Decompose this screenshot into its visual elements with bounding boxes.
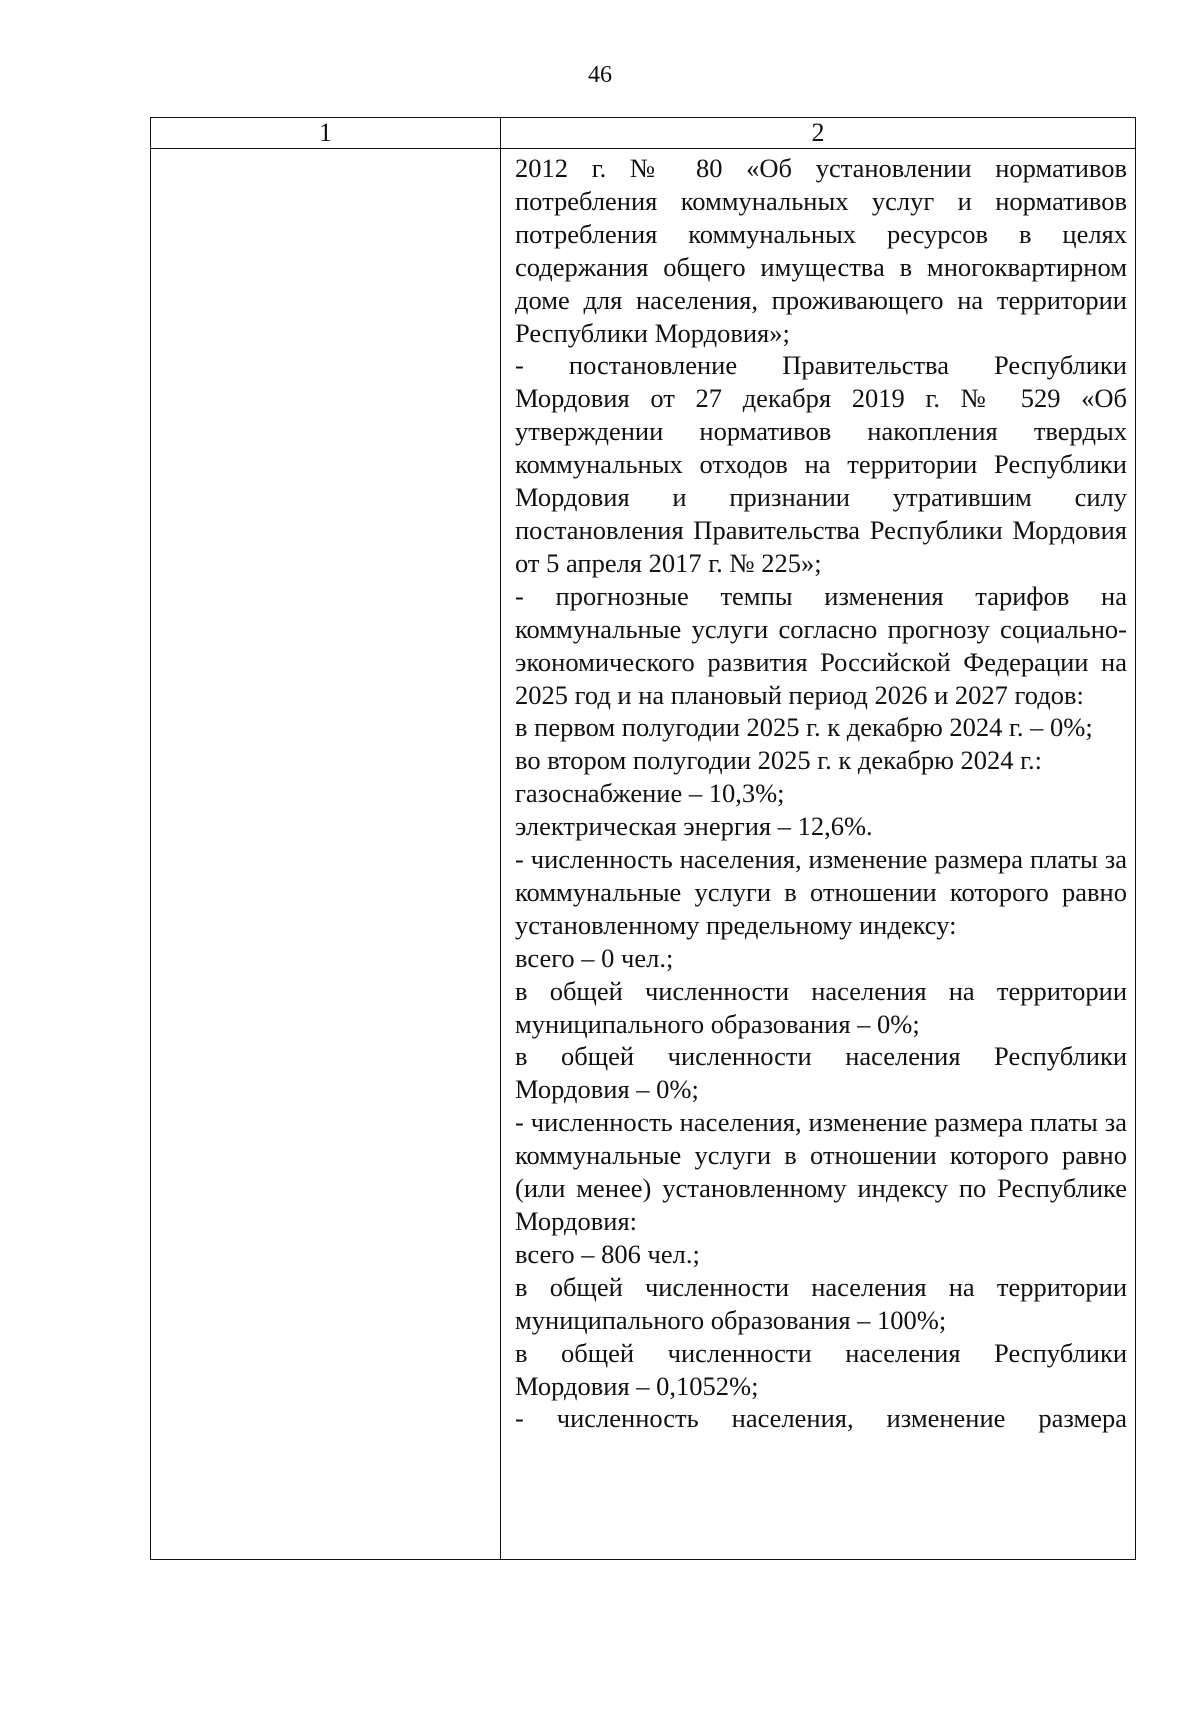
table-header-row <box>151 118 1136 149</box>
column-1-header: 1 <box>151 118 501 149</box>
column-2-cell <box>501 149 1136 1560</box>
table-body-row <box>151 149 1136 1560</box>
column-1-cell <box>151 149 501 1560</box>
text-paragraph: в общей численности населения Республики Мордовия – 0,1052%; <box>515 1337 1127 1401</box>
text-paragraph: 2012 г. № 80 «Об установлении нормативов потребления коммунальных услуг и нормативов потребления коммунальных ресурсов в целях содержания общего имущества в многоквартирном доме для населения, проживающего на территории Республики Мордовия»; <box>515 153 1127 348</box>
page-number: 46 <box>588 62 612 88</box>
text-paragraph: - численность населения, изменение размера <box>515 1403 1127 1434</box>
text-paragraph: газоснабжение – 10,3%; <box>515 778 785 809</box>
text-paragraph: в общей численности населения Республики Мордовия – 0%; <box>515 1041 1127 1105</box>
column-2-content <box>501 149 1135 1435</box>
text-paragraph: электрическая энергия – 12,6%. <box>515 811 873 842</box>
text-paragraph: в общей численности населения на территории муниципального образования – 0%; <box>515 975 1127 1039</box>
text-paragraph: - постановление Правительства Республики Мордовия от 27 декабря 2019 г. № 529 «Об утверждении нормативов накопления твердых коммунальных отходов на территории Республики Мордовия и признании утратившим силу постановления Правительства Республики Мордовия от 5 апреля 2017 г. № 225»; <box>515 350 1127 578</box>
text-paragraph: - прогнозные темпы изменения тарифов на коммунальные услуги согласно прогнозу социально-экономического развития Российской Федерации на 2025 год и на плановый период 2026 и 2027 годов: <box>515 580 1127 710</box>
text-paragraph: во втором полугодии 2025 г. к декабрю 2024 г.: <box>515 745 1043 776</box>
text-paragraph: - численность населения, изменение размера платы за коммунальные услуги в отношении которого равно (или менее) установленному индексу по Республике Мордовия: <box>515 1107 1127 1236</box>
text-paragraph: всего – 0 чел.; <box>515 942 674 973</box>
text-paragraph: в общей численности населения на территории муниципального образования – 100%; <box>515 1271 1127 1335</box>
document-table <box>150 117 1136 1560</box>
text-paragraph: всего – 806 чел.; <box>515 1238 700 1269</box>
text-paragraph: в первом полугодии 2025 г. к декабрю 2024 г. – 0%; <box>515 712 1093 743</box>
column-2-header: 2 <box>501 118 1136 149</box>
text-paragraph: - численность населения, изменение размера платы за коммунальные услуги в отношении которого равно установленному предельному индексу: <box>515 844 1127 940</box>
